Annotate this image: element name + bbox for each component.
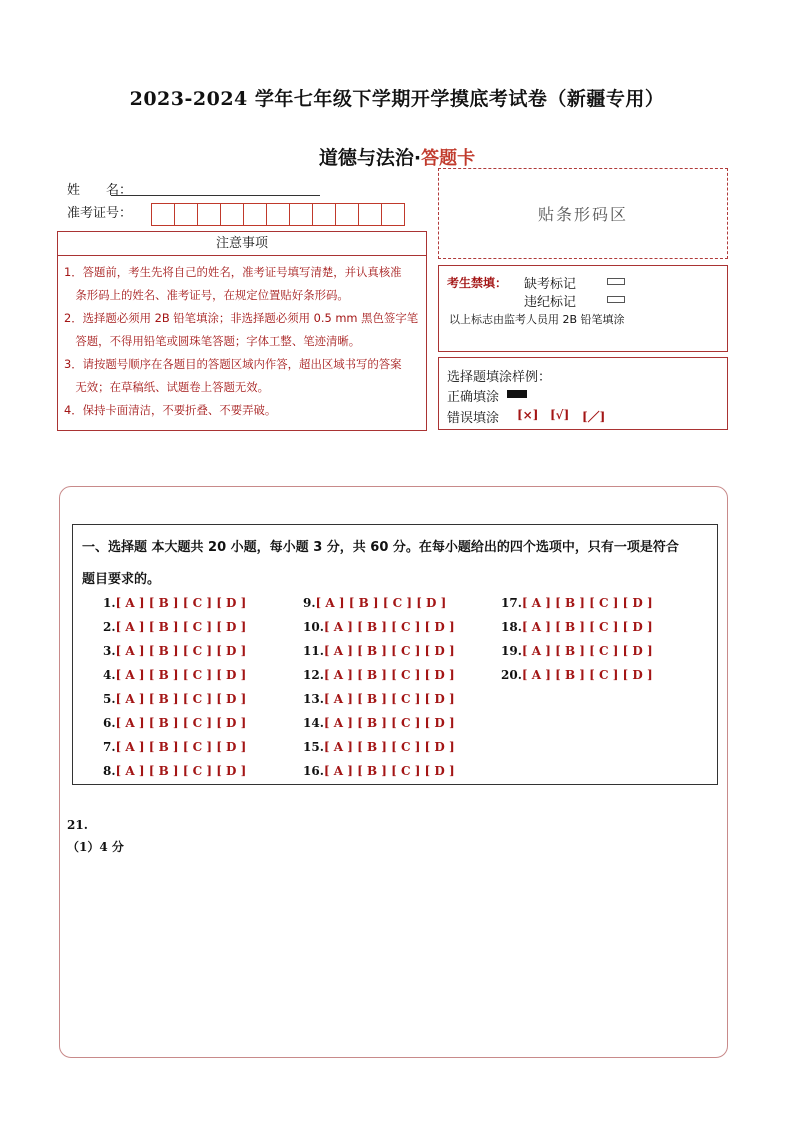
subject-title [0, 143, 794, 170]
mcq-question[interactable] [303, 740, 455, 754]
answer-options[interactable]: [ A ] [ B ] [ C ] [ D ] [323, 740, 455, 754]
proctor-label: 考生禁填： [447, 276, 508, 290]
violation-label: 违纪标记 [524, 295, 577, 310]
wrong-mark-check: [√] [550, 408, 570, 422]
question-number: 4. [103, 668, 116, 682]
violation-mark-box[interactable] [607, 296, 625, 303]
notice-item: 2．选择题必须用 2B 铅笔填涂；非选择题必须用 0.5 mm 黑色签字笔 [64, 311, 419, 325]
mcq-question[interactable] [103, 596, 246, 610]
notice-item: 条形码上的姓名、准考证号，在规定位置贴好条形码。 [64, 288, 349, 302]
answer-options[interactable]: [ A ] [ B ] [ C ] [ D ] [115, 716, 247, 730]
question-number: 10. [303, 620, 324, 634]
mcq-question[interactable] [103, 668, 246, 682]
mcq-instructions-line2: 题目要求的。 [82, 572, 161, 587]
mcq-question[interactable] [103, 764, 246, 778]
mcq-question[interactable] [103, 740, 246, 754]
mcq-question[interactable] [303, 692, 455, 706]
id-digit-box[interactable] [289, 203, 313, 226]
question-number: 14. [303, 716, 324, 730]
id-digit-box[interactable] [381, 203, 405, 226]
q21-part1: （1）4 分 [67, 840, 124, 854]
question-number: 20. [501, 668, 522, 682]
id-digit-box[interactable] [151, 203, 175, 226]
mcq-instructions-line1: 一、选择题 本大题共 20 小题，每小题 3 分，共 60 分。在每小题给出的四个选项中，只有一项是符合 [82, 540, 679, 555]
barcode-label: 贴条形码区 [537, 205, 628, 224]
question-number: 13. [303, 692, 324, 706]
absent-mark-box[interactable] [607, 278, 625, 285]
answer-options[interactable]: [ A ] [ B ] [ C ] [ D ] [323, 716, 455, 730]
question-number: 3. [103, 644, 116, 658]
mcq-question[interactable] [303, 716, 455, 730]
answer-options[interactable]: [ A ] [ B ] [ C ] [ D ] [521, 596, 653, 610]
notice-title: 注意事项 [57, 231, 427, 256]
answer-options[interactable]: [ A ] [ B ] [ C ] [ D ] [115, 620, 247, 634]
question-number: 5. [103, 692, 116, 706]
question-number: 16. [303, 764, 324, 778]
mcq-question[interactable] [303, 596, 446, 610]
answer-options[interactable]: [ A ] [ B ] [ C ] [ D ] [521, 668, 653, 682]
question-number: 17. [501, 596, 522, 610]
question-number: 19. [501, 644, 522, 658]
answer-options[interactable]: [ A ] [ B ] [ C ] [ D ] [115, 692, 247, 706]
answer-options[interactable]: [ A ] [ B ] [ C ] [ D ] [115, 764, 247, 778]
answer-options[interactable]: [ A ] [ B ] [ C ] [ D ] [521, 644, 653, 658]
question-number: 2. [103, 620, 116, 634]
id-digit-box[interactable] [220, 203, 244, 226]
mcq-question[interactable] [501, 620, 653, 634]
answer-options[interactable]: [ A ] [ B ] [ C ] [ D ] [323, 620, 455, 634]
wrong-mark-cross: [×] [517, 408, 539, 422]
proctor-note: 以上标志由监考人员用 2B 铅笔填涂 [449, 313, 625, 326]
answer-options[interactable]: [ A ] [ B ] [ C ] [ D ] [115, 668, 247, 682]
question-number: 18. [501, 620, 522, 634]
answer-options[interactable]: [ A ] [ B ] [ C ] [ D ] [315, 596, 447, 610]
question-number: 11. [303, 644, 324, 658]
question-number: 6. [103, 716, 116, 730]
question-number: 1. [103, 596, 116, 610]
id-digit-box[interactable] [243, 203, 267, 226]
answer-options[interactable]: [ A ] [ B ] [ C ] [ D ] [115, 644, 247, 658]
notice-box [57, 255, 427, 431]
notice-item: 1．答题前，考生先将自己的姓名，准考证号填写清楚，并认真核准 [64, 265, 402, 279]
q21-number: 21. [67, 818, 88, 832]
mcq-question[interactable] [103, 716, 246, 730]
mcq-question[interactable] [103, 620, 246, 634]
mcq-question[interactable] [501, 644, 653, 658]
subject-name: 道德与法治· [318, 147, 422, 169]
mcq-question[interactable] [303, 644, 455, 658]
mcq-instructions [82, 532, 712, 596]
id-digit-box[interactable] [358, 203, 382, 226]
question-number: 15. [303, 740, 324, 754]
answer-options[interactable]: [ A ] [ B ] [ C ] [ D ] [323, 668, 455, 682]
name-field[interactable] [111, 194, 320, 196]
answer-options[interactable]: [ A ] [ B ] [ C ] [ D ] [521, 620, 653, 634]
question-number: 8. [103, 764, 116, 778]
exam-title: 2023-2024 学年七年级下学期开学摸底考试卷（新疆专用） [129, 88, 665, 110]
mcq-question[interactable] [303, 668, 455, 682]
answer-options[interactable]: [ A ] [ B ] [ C ] [ D ] [323, 692, 455, 706]
notice-item: 3．请按题号顺序在各题目的答题区域内作答，超出区域书写的答案 [64, 357, 402, 371]
wrong-mark-slash: [／] [582, 410, 606, 424]
id-digit-box[interactable] [335, 203, 359, 226]
sample-title: 选择题填涂样例： [447, 370, 552, 385]
id-digit-box[interactable] [174, 203, 198, 226]
mcq-question[interactable] [501, 668, 653, 682]
id-label: 准考证号： [67, 206, 133, 221]
mcq-question[interactable] [303, 620, 455, 634]
mcq-question[interactable] [303, 764, 455, 778]
id-digit-box[interactable] [312, 203, 336, 226]
answer-options[interactable]: [ A ] [ B ] [ C ] [ D ] [323, 644, 455, 658]
answer-options[interactable]: [ A ] [ B ] [ C ] [ D ] [115, 740, 247, 754]
question-number: 9. [303, 596, 316, 610]
question-number: 12. [303, 668, 324, 682]
id-digit-box[interactable] [266, 203, 290, 226]
notice-item: 答题，不得用铅笔或圆珠笔答题；字体工整、笔迹清晰。 [64, 334, 361, 348]
answer-options[interactable]: [ A ] [ B ] [ C ] [ D ] [115, 596, 247, 610]
notice-item: 4．保持卡面清洁，不要折叠、不要弄破。 [64, 403, 277, 417]
notice-item: 无效；在草稿纸、试题卷上答题无效。 [64, 380, 270, 394]
correct-fill-example [507, 390, 527, 398]
correct-label: 正确填涂 [447, 390, 500, 405]
wrong-label: 错误填涂 [447, 411, 500, 426]
mcq-question[interactable] [103, 644, 246, 658]
mcq-question[interactable] [103, 692, 246, 706]
mcq-question[interactable] [501, 596, 653, 610]
answer-card-label: 答题卡 [421, 148, 476, 169]
answer-options[interactable]: [ A ] [ B ] [ C ] [ D ] [323, 764, 455, 778]
question-number: 7. [103, 740, 116, 754]
id-digit-box[interactable] [197, 203, 221, 226]
name-label: 姓 名： [67, 183, 133, 198]
absent-label: 缺考标记 [524, 277, 577, 292]
exam-id-boxes[interactable] [151, 203, 404, 226]
barcode-area [438, 168, 728, 259]
